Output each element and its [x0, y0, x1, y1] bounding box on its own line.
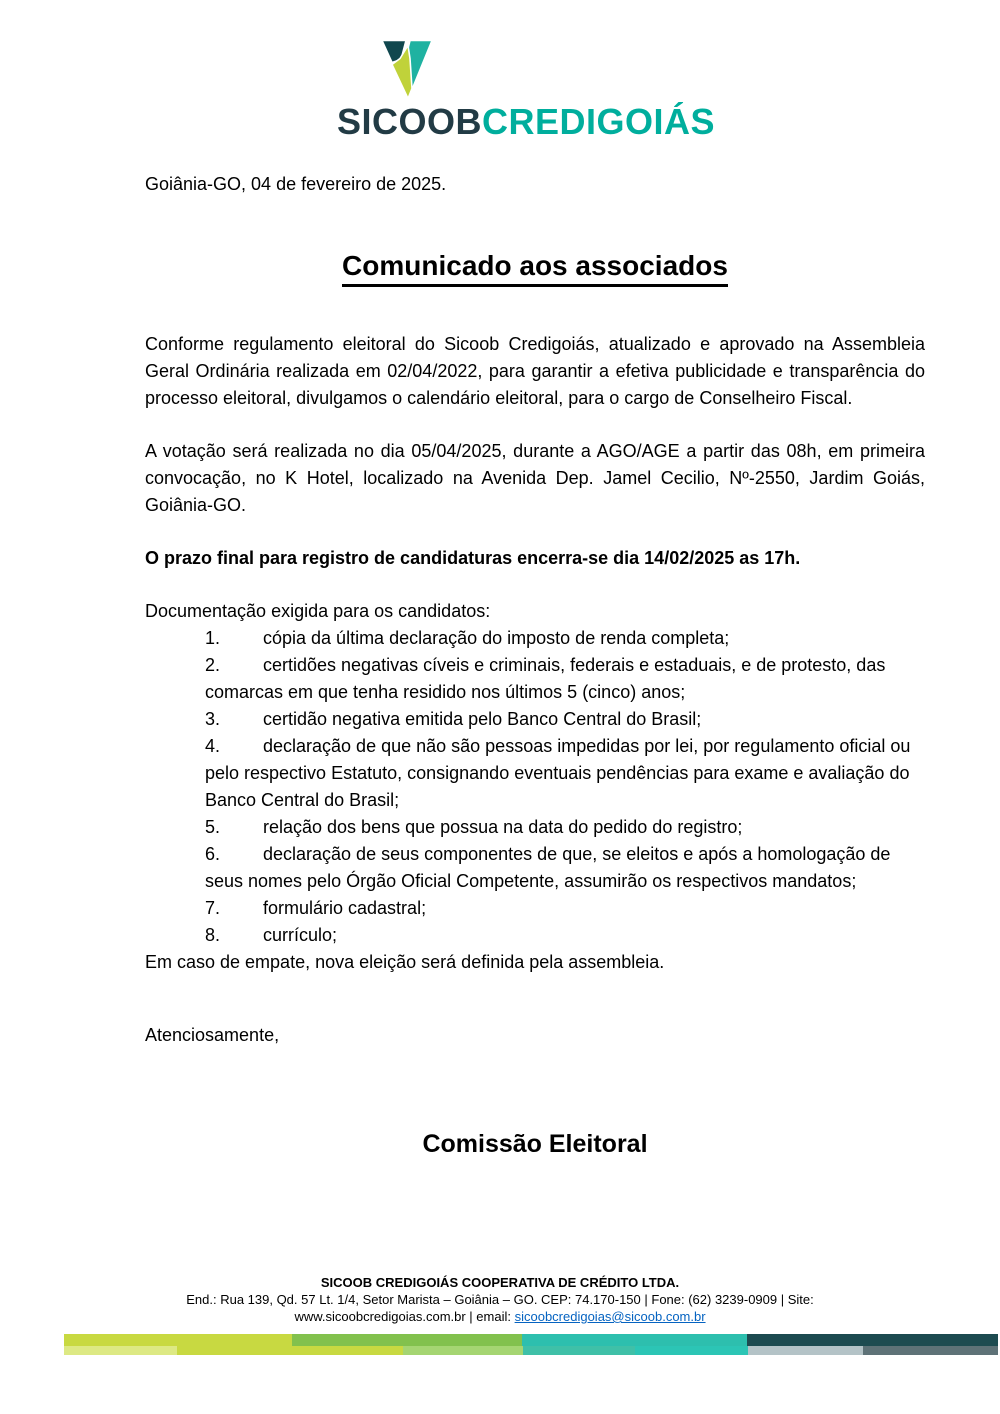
docs-intro: Documentação exigida para os candidatos:	[145, 601, 491, 621]
requirement-text: formulário cadastral;	[263, 898, 427, 918]
requirement-item	[145, 652, 925, 706]
bar-segment	[523, 1346, 635, 1355]
bar-segment	[177, 1346, 403, 1355]
bar-segment	[64, 1334, 292, 1346]
bar-segment	[747, 1334, 998, 1346]
closing: Atenciosamente,	[145, 1025, 280, 1045]
footer-separator: |	[465, 1309, 477, 1324]
requirement-item	[145, 706, 925, 733]
requirement-text: declaração de seus componentes de que, se eleitos e após a homologação de seus nomes pelo Órgão Oficial Competente, assumirão os respectivos mandatos;	[205, 844, 891, 891]
document-title	[145, 250, 925, 287]
bar-segment	[748, 1346, 863, 1355]
footer	[0, 1274, 1000, 1355]
requirements-list	[145, 625, 925, 949]
requirement-item	[145, 733, 925, 814]
bar-segment	[863, 1346, 998, 1355]
sicoob-triangle-icon	[381, 38, 433, 101]
bar-segment	[635, 1346, 748, 1355]
requirement-number: 5.	[205, 817, 221, 837]
requirement-number: 4.	[205, 736, 221, 756]
footer-company-name: SICOOB CREDIGOIÁS COOPERATIVA DE CRÉDITO LTDA.	[320, 1275, 680, 1290]
footer-web-line	[0, 1308, 1000, 1325]
footer-color-bar	[64, 1334, 998, 1355]
requirement-number: 2.	[205, 655, 221, 675]
bar-row-bottom	[64, 1346, 998, 1355]
paragraph-regulation: Conforme regulamento eleitoral do Sicoob Credigoiás, atualizado e aprovado na Assembleia Geral Ordinária realizada em 02/04/2022, para garantir a efetiva publicidade e transparência do processo eleitoral, divulgamos o calendário eleitoral, para o cargo de Conselheiro Fiscal.	[145, 334, 925, 408]
requirement-number: 8.	[205, 925, 221, 945]
requirement-item	[145, 841, 925, 895]
requirement-number: 3.	[205, 709, 221, 729]
brand-sicoob-text: SICOOB	[337, 101, 483, 142]
requirement-number: 6.	[205, 844, 221, 864]
requirement-text: certidão negativa emitida pelo Banco Central do Brasil;	[263, 709, 702, 729]
footer-address-line: End.: Rua 139, Qd. 57 Lt. 1/4, Setor Marista – Goiânia – GO. CEP: 74.170-150 | Fone: (62) 3239-0909 | Site:	[186, 1292, 814, 1307]
requirement-text: currículo;	[263, 925, 338, 945]
dateline: Goiânia-GO, 04 de fevereiro de 2025.	[145, 174, 447, 194]
requirement-item	[145, 814, 925, 841]
requirement-text: declaração de que não são pessoas impedidas por lei, por regulamento oficial ou pelo respectivo Estatuto, consignando eventuais pendências para exame e avaliação do Banco Central do Brasil;	[205, 736, 911, 810]
footer-email-link[interactable]: sicoobcredigoias@sicoob.com.br	[514, 1309, 706, 1324]
requirement-item	[145, 895, 925, 922]
bar-row-top	[64, 1334, 998, 1346]
bar-segment	[64, 1346, 177, 1355]
bar-segment	[292, 1334, 522, 1346]
requirement-text: cópia da última declaração do imposto de renda completa;	[263, 628, 730, 648]
requirement-text: certidões negativas cíveis e criminais, federais e estaduais, e de protesto, das comarcas em que tenha residido nos últimos 5 (cinco) anos;	[205, 655, 886, 702]
deadline-note: O prazo final para registro de candidaturas encerra-se dia 14/02/2025 as 17h.	[145, 548, 801, 568]
paragraph-voting: A votação será realizada no dia 05/04/2025, durante a AGO/AGE a partir das 08h, em primeira convocação, no K Hotel, localizado na Avenida Dep. Jamel Cecilio, Nº-2550, Jardim Goiás, Goiânia-GO.	[145, 441, 925, 515]
document-title-text: Comunicado aos associados	[342, 250, 728, 287]
requirement-item	[145, 922, 925, 949]
signature: Comissão Eleitoral	[422, 1130, 648, 1158]
footer-email-label: email:	[476, 1309, 515, 1324]
sicoob-logo	[337, 38, 733, 141]
brand-credigoias-text: CREDIGOIÁS	[482, 101, 716, 142]
requirement-number: 7.	[205, 898, 221, 918]
requirement-number: 1.	[205, 628, 221, 648]
brand-wordmark	[337, 103, 733, 141]
requirement-text: relação dos bens que possua na data do pedido do registro;	[263, 817, 743, 837]
tie-note: Em caso de empate, nova eleição será definida pela assembleia.	[145, 952, 665, 972]
requirement-item	[145, 625, 925, 652]
bar-segment	[403, 1346, 523, 1355]
footer-website-text: www.sicoobcredigoias.com.br	[294, 1309, 466, 1324]
bar-segment	[522, 1334, 747, 1346]
